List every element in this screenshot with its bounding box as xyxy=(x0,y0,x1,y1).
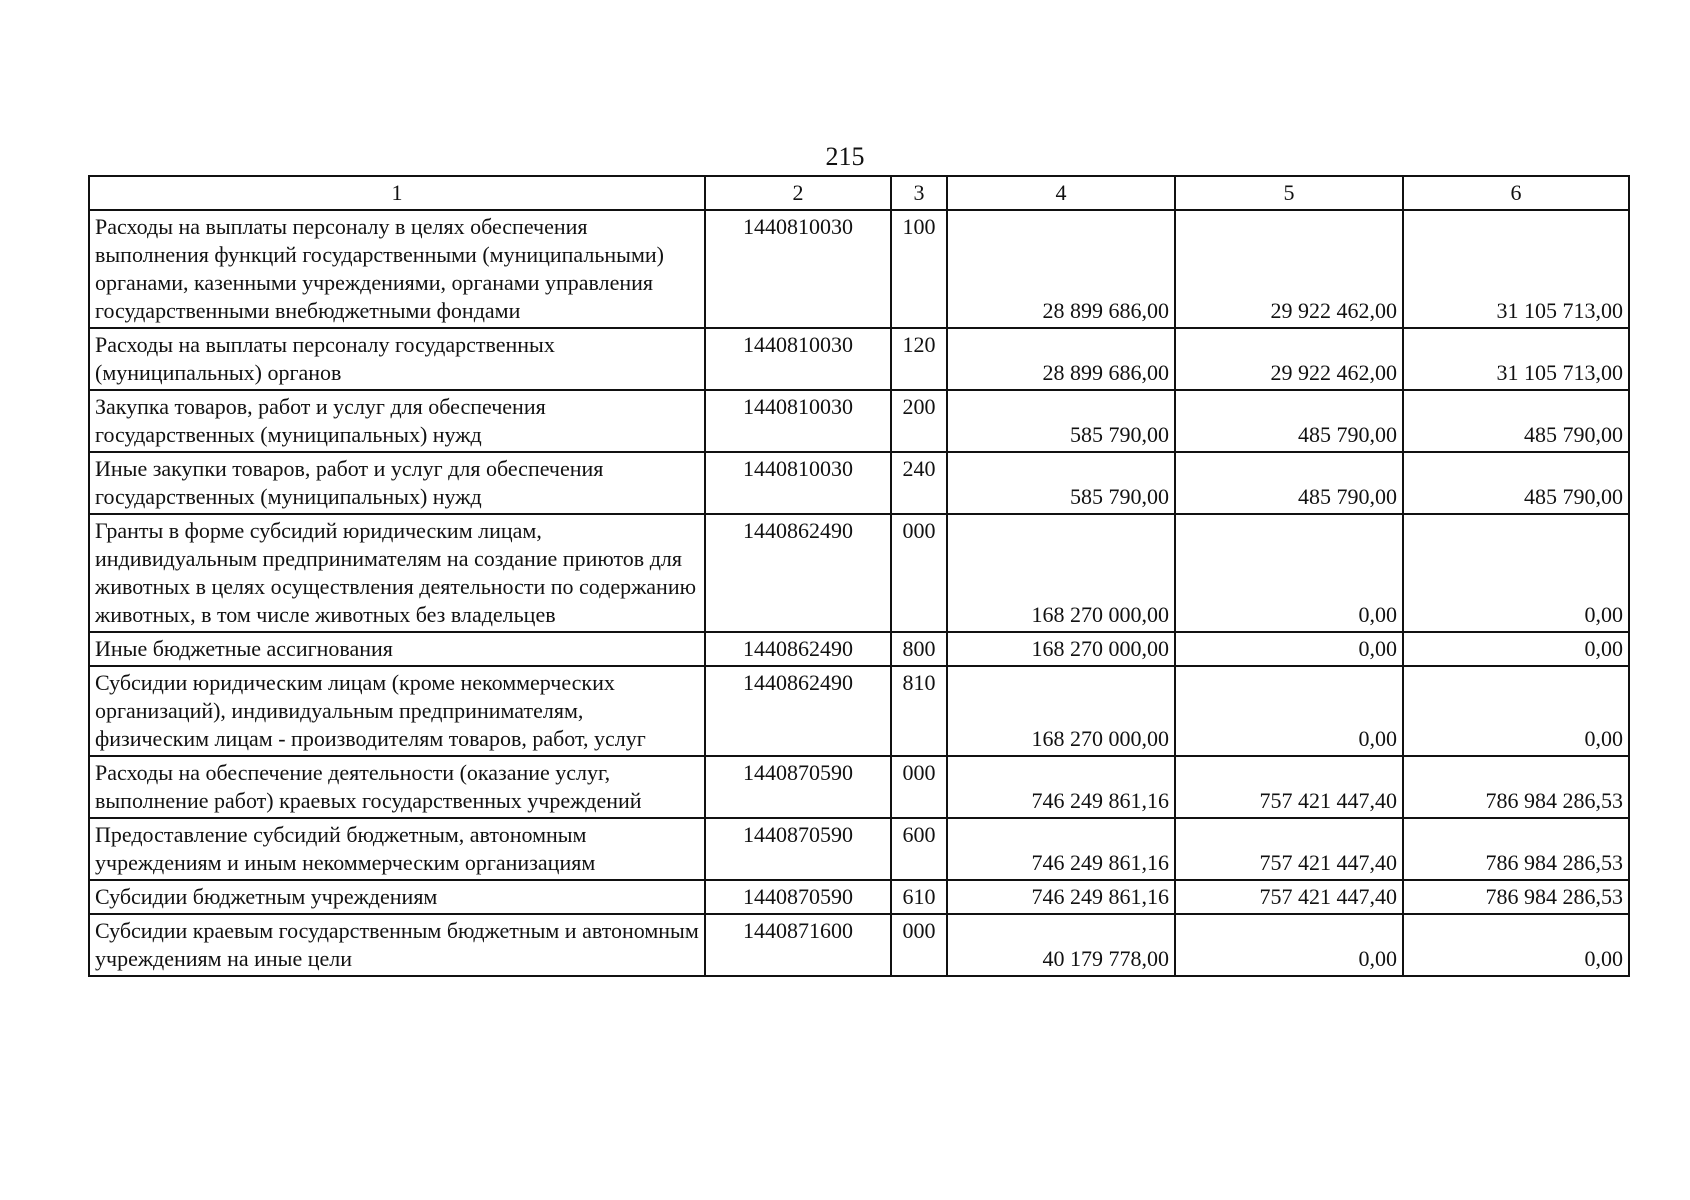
row-amount-col6: 485 790,00 xyxy=(1403,452,1629,514)
row-expense-type: 240 xyxy=(891,452,947,514)
row-amount-col5: 29 922 462,00 xyxy=(1175,210,1403,328)
table-row xyxy=(89,452,1629,514)
row-amount-col4: 28 899 686,00 xyxy=(947,328,1175,390)
row-name: Субсидии краевым государственным бюджетным и автономным учреждениям на иные цели xyxy=(89,914,705,976)
row-target-code: 1440810030 xyxy=(705,328,891,390)
row-amount-col6: 0,00 xyxy=(1403,666,1629,756)
header-cell-1: 1 xyxy=(89,176,705,210)
row-amount-col5: 757 421 447,40 xyxy=(1175,756,1403,818)
row-name: Гранты в форме субсидий юридическим лицам, индивидуальным предпринимателям на создание приютов для животных в целях осуществления деятельности по содержанию животных, в том числе животных без владельцев xyxy=(89,514,705,632)
row-name: Субсидии юридическим лицам (кроме некоммерческих организаций), индивидуальным предпринимателям, физическим лицам - производителям товаров, работ, услуг xyxy=(89,666,705,756)
row-expense-type: 000 xyxy=(891,756,947,818)
row-amount-col6: 0,00 xyxy=(1403,632,1629,666)
table-row xyxy=(89,390,1629,452)
header-cell-5: 5 xyxy=(1175,176,1403,210)
row-target-code: 1440870590 xyxy=(705,818,891,880)
budget-table xyxy=(88,175,1630,977)
table-row xyxy=(89,914,1629,976)
row-expense-type: 810 xyxy=(891,666,947,756)
row-name: Предоставление субсидий бюджетным, автономным учреждениям и иным некоммерческим организациям xyxy=(89,818,705,880)
row-amount-col6: 31 105 713,00 xyxy=(1403,328,1629,390)
table-row xyxy=(89,210,1629,328)
page-number: 215 xyxy=(825,142,865,171)
row-amount-col4: 168 270 000,00 xyxy=(947,514,1175,632)
row-amount-col4: 746 249 861,16 xyxy=(947,818,1175,880)
row-amount-col6: 786 984 286,53 xyxy=(1403,756,1629,818)
row-amount-col6: 0,00 xyxy=(1403,914,1629,976)
table-row xyxy=(89,666,1629,756)
row-amount-col5: 29 922 462,00 xyxy=(1175,328,1403,390)
table-body xyxy=(89,210,1629,976)
row-amount-col5: 485 790,00 xyxy=(1175,452,1403,514)
row-target-code: 1440810030 xyxy=(705,210,891,328)
row-amount-col6: 786 984 286,53 xyxy=(1403,880,1629,914)
row-amount-col4: 40 179 778,00 xyxy=(947,914,1175,976)
row-expense-type: 000 xyxy=(891,514,947,632)
row-amount-col4: 746 249 861,16 xyxy=(947,756,1175,818)
row-amount-col5: 757 421 447,40 xyxy=(1175,880,1403,914)
row-target-code: 1440870590 xyxy=(705,880,891,914)
row-amount-col4: 746 249 861,16 xyxy=(947,880,1175,914)
row-name: Закупка товаров, работ и услуг для обеспечения государственных (муниципальных) нужд xyxy=(89,390,705,452)
row-name: Субсидии бюджетным учреждениям xyxy=(89,880,705,914)
row-amount-col5: 757 421 447,40 xyxy=(1175,818,1403,880)
table-row xyxy=(89,632,1629,666)
row-amount-col5: 485 790,00 xyxy=(1175,390,1403,452)
row-expense-type: 000 xyxy=(891,914,947,976)
row-target-code: 1440871600 xyxy=(705,914,891,976)
row-amount-col5: 0,00 xyxy=(1175,632,1403,666)
row-amount-col6: 786 984 286,53 xyxy=(1403,818,1629,880)
table-row xyxy=(89,756,1629,818)
row-amount-col6: 0,00 xyxy=(1403,514,1629,632)
row-expense-type: 100 xyxy=(891,210,947,328)
row-amount-col5: 0,00 xyxy=(1175,666,1403,756)
row-expense-type: 120 xyxy=(891,328,947,390)
row-amount-col5: 0,00 xyxy=(1175,914,1403,976)
row-amount-col4: 28 899 686,00 xyxy=(947,210,1175,328)
table-row xyxy=(89,514,1629,632)
row-amount-col6: 31 105 713,00 xyxy=(1403,210,1629,328)
row-expense-type: 800 xyxy=(891,632,947,666)
row-amount-col6: 485 790,00 xyxy=(1403,390,1629,452)
row-name: Расходы на выплаты персоналу государственных (муниципальных) органов xyxy=(89,328,705,390)
table-row xyxy=(89,818,1629,880)
header-cell-4: 4 xyxy=(947,176,1175,210)
header-cell-6: 6 xyxy=(1403,176,1629,210)
row-target-code: 1440810030 xyxy=(705,452,891,514)
header-cell-2: 2 xyxy=(705,176,891,210)
row-target-code: 1440862490 xyxy=(705,632,891,666)
table-row xyxy=(89,880,1629,914)
table-row xyxy=(89,328,1629,390)
row-name: Иные закупки товаров, работ и услуг для обеспечения государственных (муниципальных) нужд xyxy=(89,452,705,514)
row-target-code: 1440862490 xyxy=(705,666,891,756)
header-row xyxy=(89,176,1629,210)
row-name: Расходы на обеспечение деятельности (оказание услуг, выполнение работ) краевых государственных учреждений xyxy=(89,756,705,818)
row-target-code: 1440870590 xyxy=(705,756,891,818)
row-amount-col4: 585 790,00 xyxy=(947,452,1175,514)
row-amount-col5: 0,00 xyxy=(1175,514,1403,632)
row-expense-type: 610 xyxy=(891,880,947,914)
row-expense-type: 200 xyxy=(891,390,947,452)
row-expense-type: 600 xyxy=(891,818,947,880)
row-name: Расходы на выплаты персоналу в целях обеспечения выполнения функций государственными (муниципальными) органами, казенными учреждениями, органами управления государственными внебюджетными фондами xyxy=(89,210,705,328)
row-amount-col4: 585 790,00 xyxy=(947,390,1175,452)
row-target-code: 1440862490 xyxy=(705,514,891,632)
header-cell-3: 3 xyxy=(891,176,947,210)
row-amount-col4: 168 270 000,00 xyxy=(947,632,1175,666)
row-amount-col4: 168 270 000,00 xyxy=(947,666,1175,756)
row-name: Иные бюджетные ассигнования xyxy=(89,632,705,666)
row-target-code: 1440810030 xyxy=(705,390,891,452)
